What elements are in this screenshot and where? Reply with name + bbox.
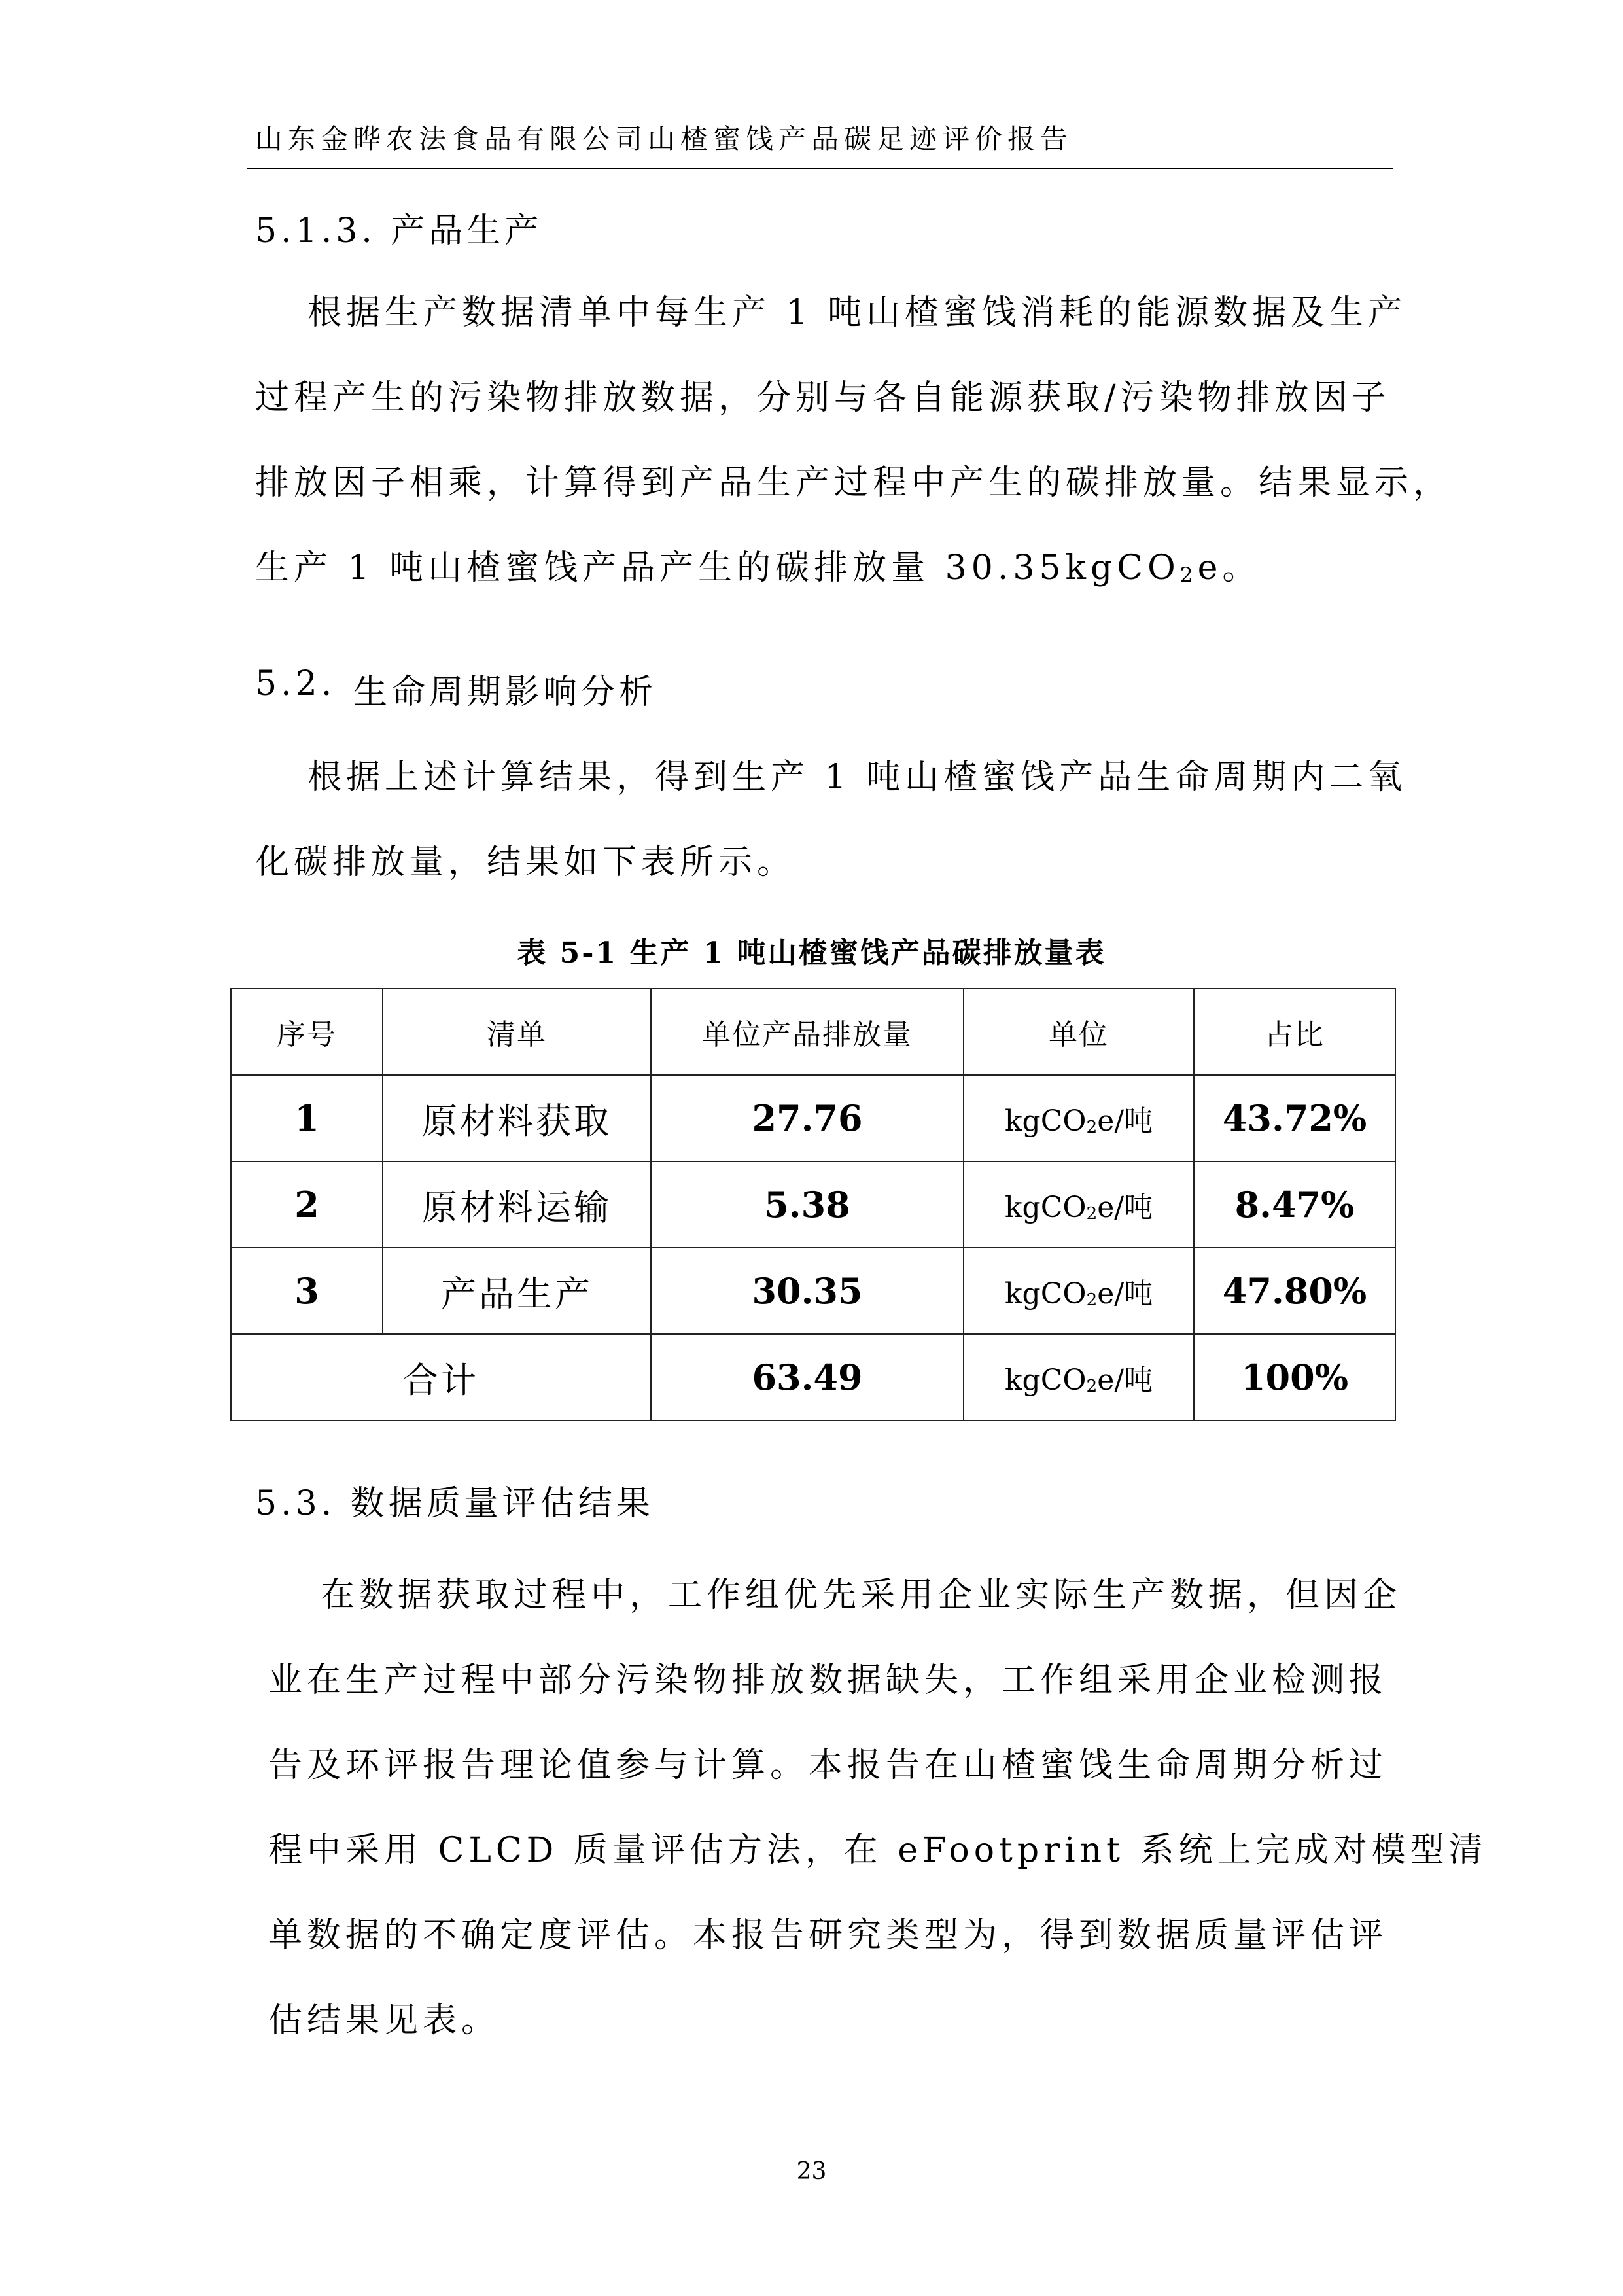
row-emission: 27.76 — [651, 1075, 964, 1161]
section-5-3-line-4: 程中采用 CLCD 质量评估方法，在 eFootprint 系统上完成对模型清 — [268, 1831, 1488, 1870]
section-5-1-3-line-3: 排放因子相乘，计算得到产品生产过程中产生的碳排放量。结果显示， — [255, 463, 1452, 503]
header-item: 清单 — [383, 989, 651, 1075]
row-share: 43.72% — [1194, 1075, 1395, 1161]
table-row — [231, 1075, 1395, 1161]
total-emission: 63.49 — [651, 1334, 964, 1421]
header-index: 序号 — [231, 989, 383, 1075]
table-row — [231, 1248, 1395, 1334]
section-5-3-line-2: 业在生产过程中部分污染物排放数据缺失，工作组采用企业检测报 — [268, 1661, 1388, 1700]
section-5-1-3-line-1: 根据生产数据清单中每生产 1 吨山楂蜜饯消耗的能源数据及生产 — [307, 293, 1407, 332]
header-unit: 单位 — [964, 989, 1194, 1075]
row-emission: 30.35 — [651, 1248, 964, 1334]
header-share: 占比 — [1194, 989, 1395, 1075]
row-emission: 5.38 — [651, 1161, 964, 1248]
total-unit: kgCO$_2$e/吨 — [964, 1334, 1194, 1421]
header-rule — [247, 168, 1393, 169]
section-5-3-line-3: 告及环评报告理论值参与计算。本报告在山楂蜜饯生命周期分析过 — [268, 1746, 1388, 1785]
section-5-1-3-heading: 5.1.3. 产品生产 — [255, 211, 543, 251]
section-5-3-line-1: 在数据获取过程中，工作组优先采用企业实际生产数据，但因企 — [321, 1576, 1402, 1615]
section-5-3-heading: 5.3. 数据质量评估结果 — [255, 1484, 654, 1523]
table-row — [231, 1161, 1395, 1248]
section-5-3-line-6: 估结果见表。 — [268, 2001, 500, 2040]
row-item: 产品生产 — [383, 1248, 651, 1334]
table-caption: 表 5-1 生产 1 吨山楂蜜饯产品碳排放量表 — [517, 936, 1106, 970]
section-5-1-3-line-2: 过程产生的污染物排放数据，分别与各自能源获取/污染物排放因子 — [255, 378, 1391, 417]
row-unit: kgCO$_2$e/吨 — [964, 1161, 1194, 1248]
row-share: 47.80% — [1194, 1248, 1395, 1334]
row-share: 8.47% — [1194, 1161, 1395, 1248]
page-number: 23 — [796, 2158, 827, 2185]
section-5-1-3-line-4: 生产 1 吨山楂蜜饯产品产生的碳排放量 30.35kgCO$_2$e。 — [255, 548, 1261, 588]
table-header-row — [231, 989, 1395, 1075]
row-index: 3 — [231, 1248, 383, 1334]
total-label: 合计 — [231, 1334, 651, 1421]
section-5-2-heading-text: 生命周期影响分析 — [353, 673, 657, 712]
header-unit-emission: 单位产品排放量 — [651, 989, 964, 1075]
section-5-2-line-1: 根据上述计算结果，得到生产 1 吨山楂蜜饯产品生命周期内二氧 — [307, 758, 1407, 797]
row-item: 原材料运输 — [383, 1161, 651, 1248]
running-header-title: 山东金晔农法食品有限公司山楂蜜饯产品碳足迹评价报告 — [255, 123, 1073, 155]
table-total-row — [231, 1334, 1395, 1421]
section-5-2-line-2: 化碳排放量，结果如下表所示。 — [255, 843, 796, 882]
row-index: 2 — [231, 1161, 383, 1248]
row-unit: kgCO$_2$e/吨 — [964, 1248, 1194, 1334]
section-5-3-line-5: 单数据的不确定度评估。本报告研究类型为，得到数据质量评估评 — [268, 1916, 1388, 1955]
section-5-2-heading-number: 5.2. — [255, 664, 336, 703]
emissions-table — [230, 988, 1396, 1421]
row-index: 1 — [231, 1075, 383, 1161]
row-item: 原材料获取 — [383, 1075, 651, 1161]
total-share: 100% — [1194, 1334, 1395, 1421]
row-unit: kgCO$_2$e/吨 — [964, 1075, 1194, 1161]
